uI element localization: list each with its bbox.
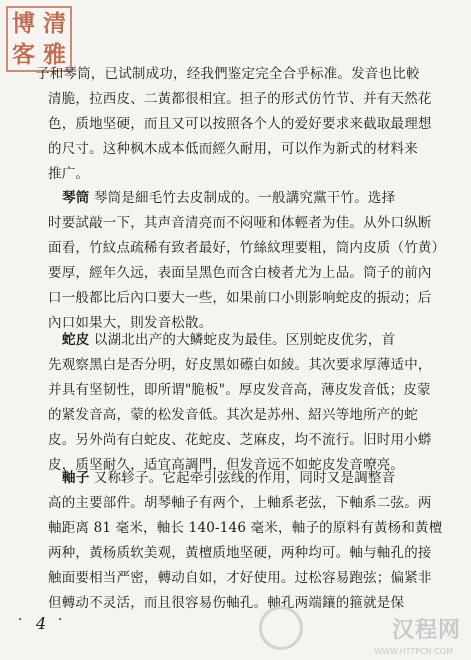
- text-line: 琴筒是細毛竹去皮制成的。一般講究黨干竹。选择: [93, 190, 396, 206]
- text-line: 色，质地坚硬，而且又可以按照各个人的爱好要求来截取最理想: [48, 116, 432, 132]
- text-line: 皮，质坚耐久，适宜高調門，但发音远不如蛇皮发音嘹亮。: [48, 457, 405, 473]
- text-line: 推广。: [48, 166, 90, 182]
- term-heading: 蛇皮: [62, 332, 90, 348]
- stamp-char: 清: [43, 10, 66, 37]
- text-line: 但轉动不灵活，而且很容易伤軸孔。軸孔两端鑲的箍就是保: [48, 595, 405, 611]
- text-line: 口一般都比后內口要大一些，如果前口小則影响蛇皮的振动；后: [48, 290, 432, 306]
- text-line: 的尺寸。这种枫木成本低而經久耐用，可以作为新式的材料来: [48, 141, 418, 157]
- text-line: 两种，黃杨质软美观，黃檀质地坚硬，两种均可。軸与軸孔的接: [48, 545, 432, 561]
- watermark-logo-icon: [259, 606, 303, 650]
- stamp-char: 博: [12, 10, 35, 37]
- stamp-char: 雅: [43, 41, 66, 68]
- text-line: 高的主要部件。胡琴軸子有两个，上軸系老弦，下軸系二弦。两: [48, 495, 432, 511]
- text-line: 要厚，經年久远，表面呈黑色而含白棱者尤为上品。筒子的前內: [48, 265, 432, 281]
- text-line: 时要試敲一下，其声音清亮而不闷哑和体輕者为佳。从外口纵断: [48, 215, 432, 231]
- watermark-site-name: 汉程网: [391, 618, 461, 643]
- text-line: 清脆，拉西皮、二黃都很相宜。担子的形式仿竹节、并有天然花: [48, 91, 432, 107]
- dot-mark: ·: [18, 612, 23, 628]
- dot-mark: ·: [58, 612, 63, 628]
- text-line: 以湖北出产的大鳞蛇皮为最佳。区別蛇皮优劣，首: [93, 332, 396, 348]
- text-line: 軸距离 81 毫米，軸长 140-146 毫米，軸子的原料有黃杨和黃檀: [48, 520, 443, 536]
- text-line: 又称轸子。它起牵引弦线的作用，同时又是調整音: [93, 470, 396, 486]
- stamp-char: 客: [12, 41, 35, 68]
- paragraph-qintong: [48, 186, 445, 336]
- text-line: 面看，竹紋点疏稀有致者最好，竹絲紋理要粗，筒内皮质（竹黄）: [48, 240, 446, 256]
- text-line: 子和琴筒，已试制成功，经我們鉴定完全合乎标准。发音也比較: [36, 66, 420, 82]
- paragraph-wood-material: [36, 62, 432, 187]
- text-line: 皮。另外尚有白蛇皮、花蛇皮、芝麻皮，均不流行。旧时用小蟒: [48, 432, 432, 448]
- term-heading: 琴筒: [62, 190, 90, 206]
- term-heading: 軸子: [62, 470, 90, 486]
- text-line: 触面要相当严密，轉动自如，才好使用。过松容易跑弦；偏紧非: [48, 570, 432, 586]
- page-number: 4: [36, 614, 47, 633]
- paragraph-zhouzi: [48, 466, 442, 616]
- paragraph-shepi: [48, 328, 432, 478]
- text-line: 并具有坚韧性，即所谓"脆板"。厚皮发音高，薄皮发音低；皮蒙: [48, 382, 431, 398]
- text-line: 的紧发音高，蒙的松发音低。其次是苏州、紹兴等地所产的蛇: [48, 407, 418, 423]
- text-line: 內口如果大，則发音松散。: [48, 315, 213, 331]
- text-line: 先观察黑白是否分明，好皮黑如礤白如綾。其次要求厚薄适中，: [48, 357, 432, 373]
- watermark-url: WWW.HTTPCN.COM: [374, 647, 453, 656]
